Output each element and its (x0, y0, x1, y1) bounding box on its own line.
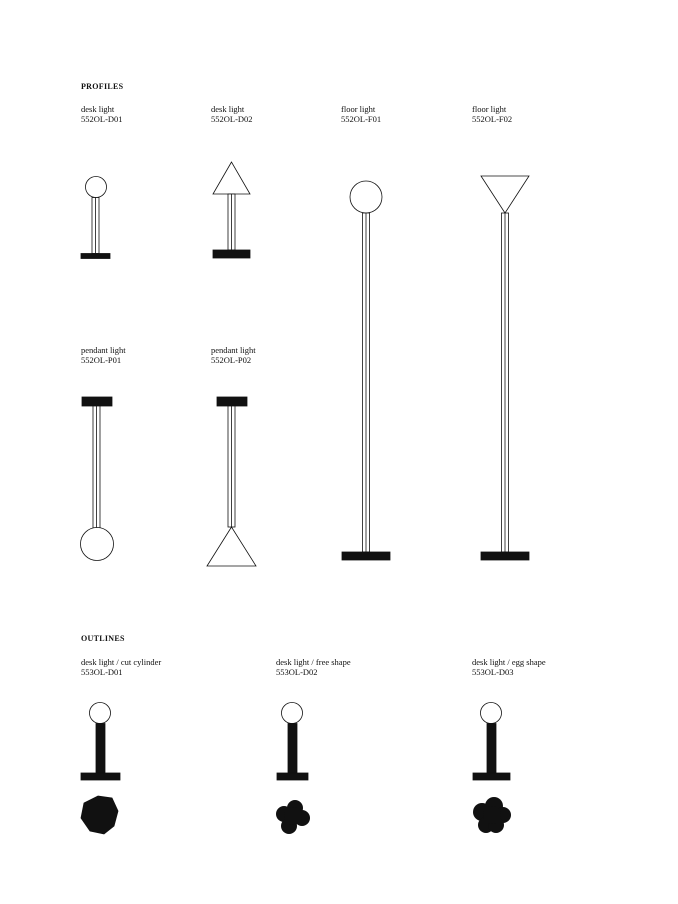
item-code: 553OL-D02 (276, 667, 318, 677)
item-code: 552OL-P01 (81, 355, 122, 365)
item-code: 552OL-D01 (81, 114, 123, 124)
item-type: desk light / egg shape (472, 657, 546, 667)
egg-shape-outline-icon (473, 703, 511, 834)
item-type: desk light (81, 104, 115, 114)
item-type: floor light (472, 104, 507, 114)
item-code: 553OL-D03 (472, 667, 514, 677)
outlines-heading: OUTLINES (81, 634, 125, 643)
item-type: pendant light (81, 345, 126, 355)
profiles-heading: PROFILES (81, 82, 124, 91)
pendant-light-cone-profile-icon (207, 397, 256, 566)
desk-light-cone-profile-icon (213, 162, 250, 258)
item-type: desk light / free shape (276, 657, 351, 667)
item-type: pendant light (211, 345, 256, 355)
floor-light-globe-profile-icon (342, 181, 390, 560)
cut-cylinder-outline-icon (81, 703, 120, 835)
item-code: 552OL-D02 (211, 114, 253, 124)
item-type: desk light (211, 104, 245, 114)
item-code: 552OL-F02 (472, 114, 513, 124)
item-type: desk light / cut cylinder (81, 657, 162, 667)
free-shape-outline-icon (276, 703, 310, 835)
floor-light-cone-profile-icon (481, 176, 529, 560)
item-code: 552OL-F01 (341, 114, 382, 124)
desk-light-globe-profile-icon (81, 177, 110, 259)
item-code: 552OL-P02 (211, 355, 252, 365)
pendant-light-globe-profile-icon (81, 397, 114, 561)
item-code: 553OL-D01 (81, 667, 123, 677)
item-type: floor light (341, 104, 376, 114)
